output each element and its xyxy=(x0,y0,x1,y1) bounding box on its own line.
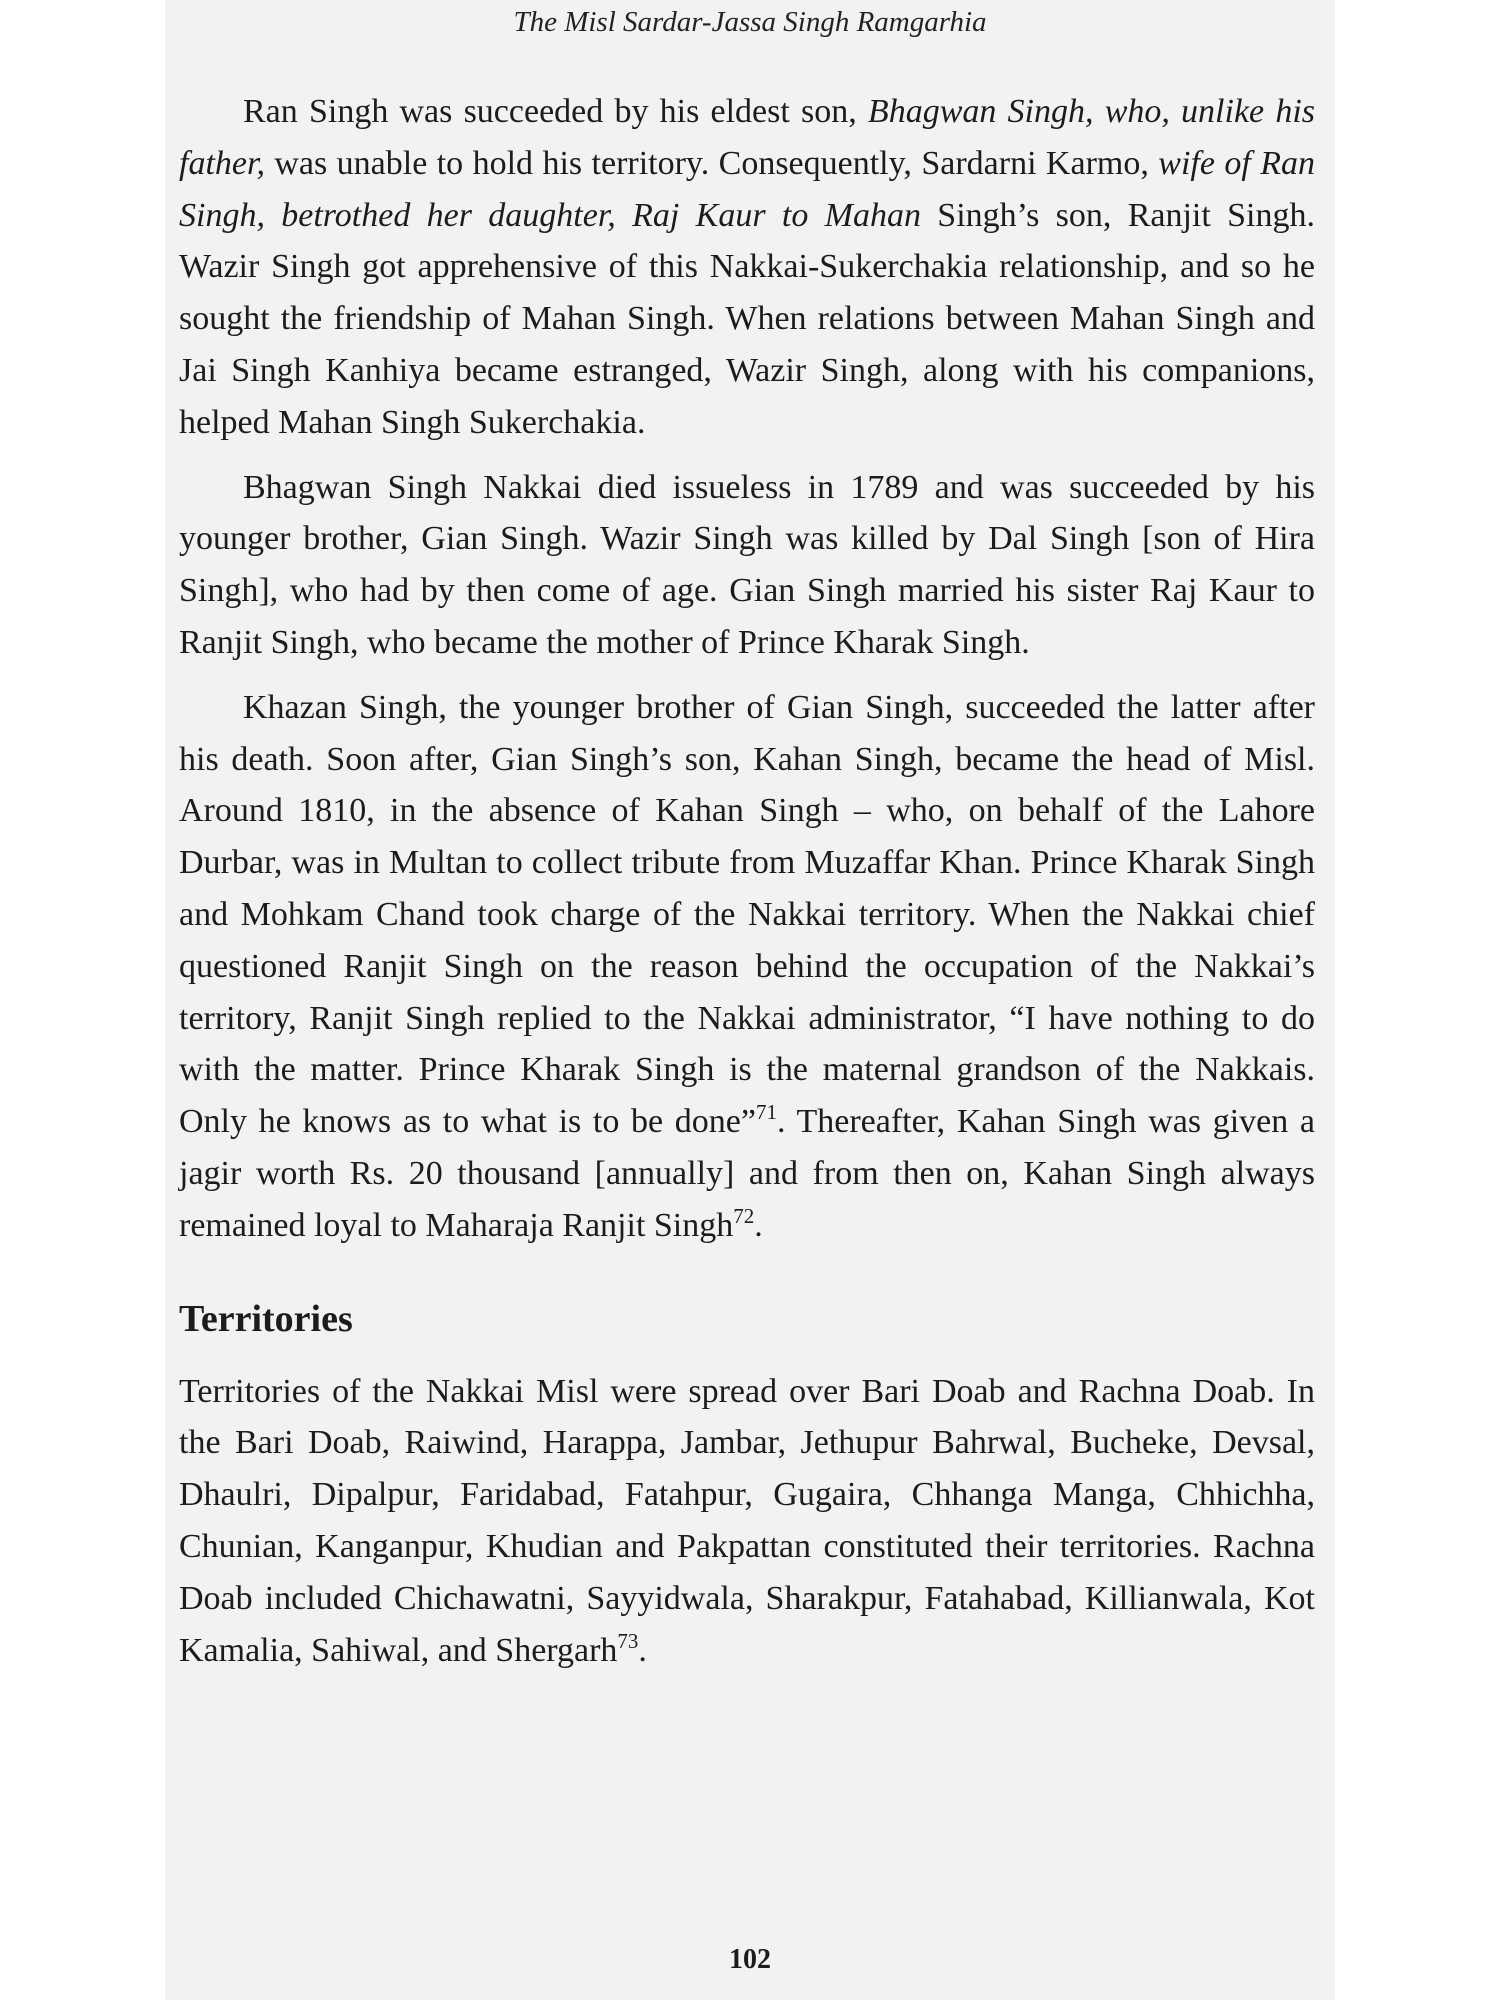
paragraph-succession xyxy=(179,86,1315,449)
text-run: was unable to hold his territory. Consequently, Sardarni Karmo, xyxy=(264,144,1159,182)
running-head: The Misl Sardar-Jassa Singh Ramgarhia xyxy=(513,6,987,38)
paragraph-khazan-singh xyxy=(179,682,1315,1252)
text-run: . xyxy=(638,1631,647,1669)
footnote-ref: 72 xyxy=(733,1203,755,1228)
italic-run: Bhagwan Singh, who, unlike his father, xyxy=(179,93,1315,182)
page-number: 102 xyxy=(729,1944,771,1975)
italic-run: wife of Ran Singh, betrothed her daughter, Raj Kaur to Mahan xyxy=(179,144,1315,234)
text-run: Territories of the Nakkai Misl were spread over Bari Doab and Rachna Doab. In the Bari Doab, Raiwind, Harappa, Jambar, Jethupur Bahrwal, Bucheke, Devsal, Dhaulri, Dipalpur, Faridabad, Fatahpur, Gugaira, Chhanga Manga, Chhichha, Chunian, Kanganpur, Khudian and Pakpattan constituted their territories. Rachna Doab included Chichawatni, Sayyidwala, Sharakpur, Fatahabad, Killianwala, Kot Kamalia, Sahiwal, and Shergarh xyxy=(179,1372,1315,1669)
text-run: Khazan Singh, the younger brother of Gian Singh, succeeded the latter after his death. Soon after, Gian Singh’s son, Kahan Singh, became the head of Misl. Around 1810, in the absence of Kahan Singh – who, on behalf of the Lahore Durbar, was in Multan to collect tribute from Muzaffar Khan. Prince Kharak Singh and Mohkam Chand took charge of the Nakkai territory. When the Nakkai chief questioned Ranjit Singh on the reason behind the occupation of the Nakkai’s territory, Ranjit Singh replied to the Nakkai administrator, “I have nothing to do with the matter. Prince Kharak Singh is the maternal grandson of the Nakkais. Only he knows as to what is to be done” xyxy=(179,688,1315,1141)
paragraph-territories xyxy=(179,1366,1315,1677)
text-run: Singh’s son, Ranjit Singh. Wazir Singh got apprehensive of this Nakkai-Sukerchakia relationship, and so he sought the friendship of Mahan Singh. When relations between Mahan Singh and Jai Singh Kanhiya became estranged, Wazir Singh, along with his companions, helped Mahan Singh Sukerchakia. xyxy=(179,196,1315,441)
footnote-ref: 71 xyxy=(755,1100,777,1125)
text-run: . xyxy=(754,1206,763,1244)
section-heading: Territories xyxy=(179,1297,353,1340)
footnote-ref: 73 xyxy=(617,1628,639,1653)
book-page xyxy=(165,0,1335,2000)
paragraph-bhagwan-singh xyxy=(179,462,1315,669)
text-run: Ran Singh was succeeded by his eldest son, xyxy=(243,93,868,130)
body-text xyxy=(179,86,1315,1676)
text-run: Bhagwan Singh Nakkai died issueless in 1789 and was succeeded by his younger brother, Gian Singh. Wazir Singh was killed by Dal Singh [son of Hira Singh], who had by then come of age. Gian Singh married his sister Raj Kaur to Ranjit Singh, who became the mother of Prince Kharak Singh. xyxy=(179,468,1315,661)
text-run: . Thereafter, Kahan Singh was given a jagir worth Rs. 20 thousand [annually] and from then on, Kahan Singh always remained loyal to Maharaja Ranjit Singh xyxy=(179,1103,1315,1244)
